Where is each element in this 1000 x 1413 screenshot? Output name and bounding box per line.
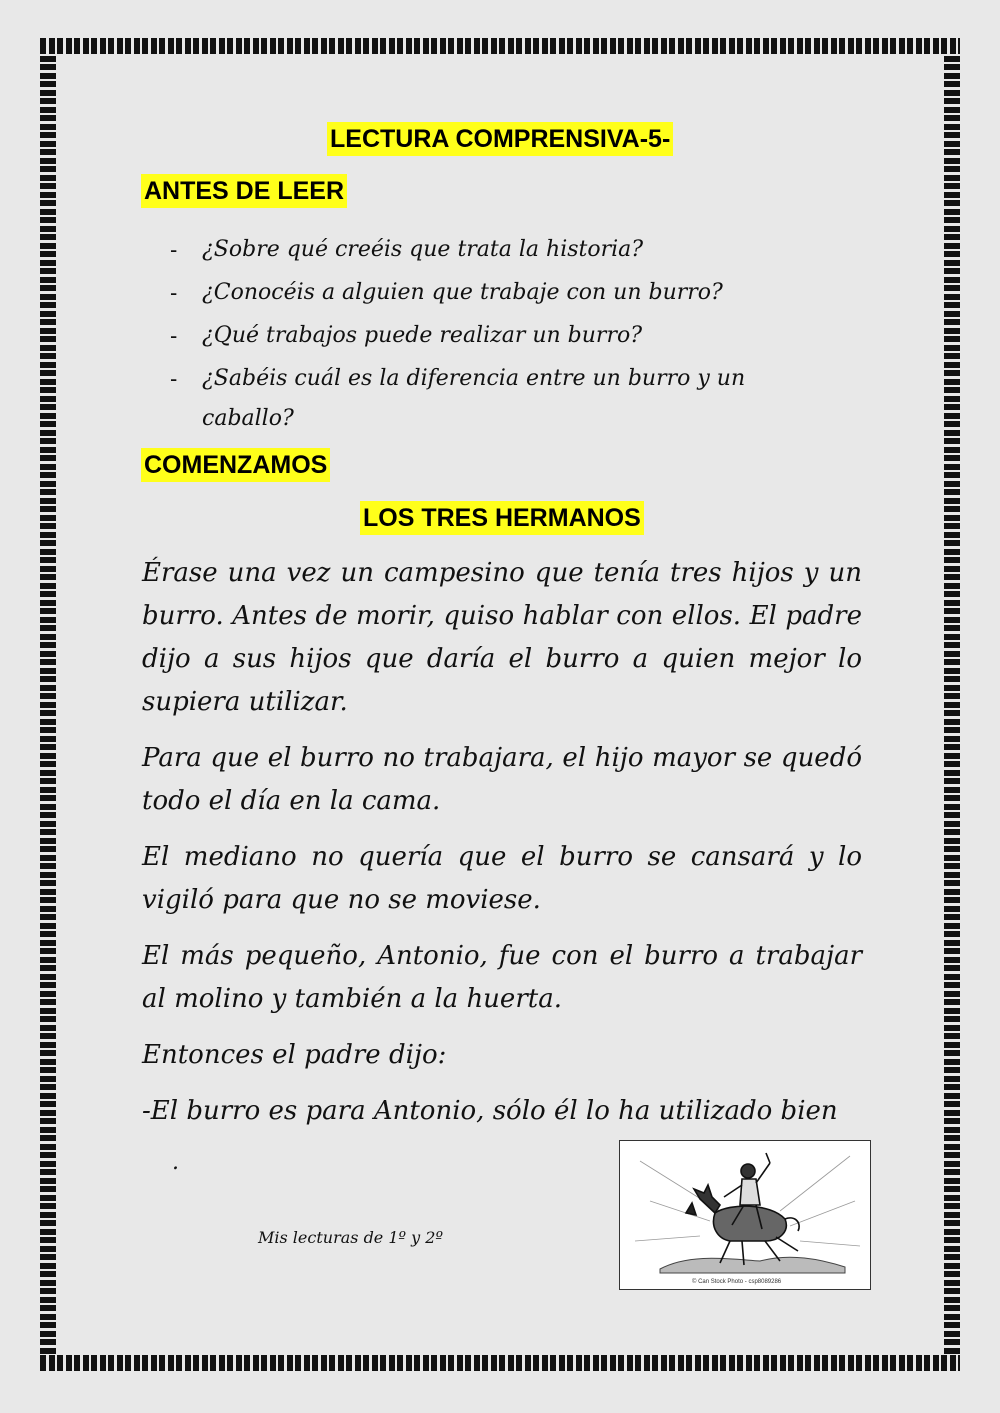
question-list xyxy=(170,230,810,442)
story-paragraph: -El burro es para Antonio, sólo él lo ha utilizado bien xyxy=(142,1096,838,1126)
question-text: ¿Qué trabajos puede realizar un burro? xyxy=(202,323,642,348)
bullet-dash: - xyxy=(170,237,178,262)
story-paragraph: El mediano no quería que el burro se cansará y lo vigiló para que no se moviese. xyxy=(142,842,862,915)
footer-caption: Mis lecturas de 1º y 2º xyxy=(258,1228,443,1247)
question-item xyxy=(170,316,810,356)
question-text: ¿Conocéis a alguien que trabaje con un burro? xyxy=(202,280,723,305)
story-paragraph: Érase una vez un campesino que tenía tres hijos y un burro. Antes de morir, quiso hablar con ellos. El padre dijo a sus hijos que daría el burro a quien mejor lo supiera utilizar. xyxy=(142,558,862,717)
story-paragraph: El más pequeño, Antonio, fue con el burro a trabajar al molino y también a la huerta. xyxy=(142,941,862,1014)
question-text: ¿Sabéis cuál es la diferencia entre un burro y un caballo? xyxy=(202,366,746,431)
question-item xyxy=(170,230,810,270)
story-paragraph: Entonces el padre dijo: xyxy=(142,1040,447,1070)
page-title: LECTURA COMPRENSIVA-5- xyxy=(327,122,673,156)
story-paragraph: Para que el burro no trabajara, el hijo mayor se quedó todo el día en la cama. xyxy=(142,743,862,816)
bullet-dash: - xyxy=(170,323,178,348)
donkey-rider-drawing xyxy=(620,1141,869,1288)
trailing-dot: . xyxy=(172,1150,179,1175)
question-item xyxy=(170,359,810,439)
question-item xyxy=(170,273,810,313)
bullet-dash: - xyxy=(170,366,178,391)
bullet-dash: - xyxy=(170,280,178,305)
donkey-rider-illustration xyxy=(619,1140,871,1290)
question-text: ¿Sobre qué creéis que trata la historia? xyxy=(202,237,644,262)
reading-heading: COMENZAMOS xyxy=(141,448,330,482)
illustration-watermark: © Can Stock Photo - csp8089286 xyxy=(692,1279,782,1285)
story-title: LOS TRES HERMANOS xyxy=(360,501,644,535)
pre-reading-heading: ANTES DE LEER xyxy=(141,174,347,208)
